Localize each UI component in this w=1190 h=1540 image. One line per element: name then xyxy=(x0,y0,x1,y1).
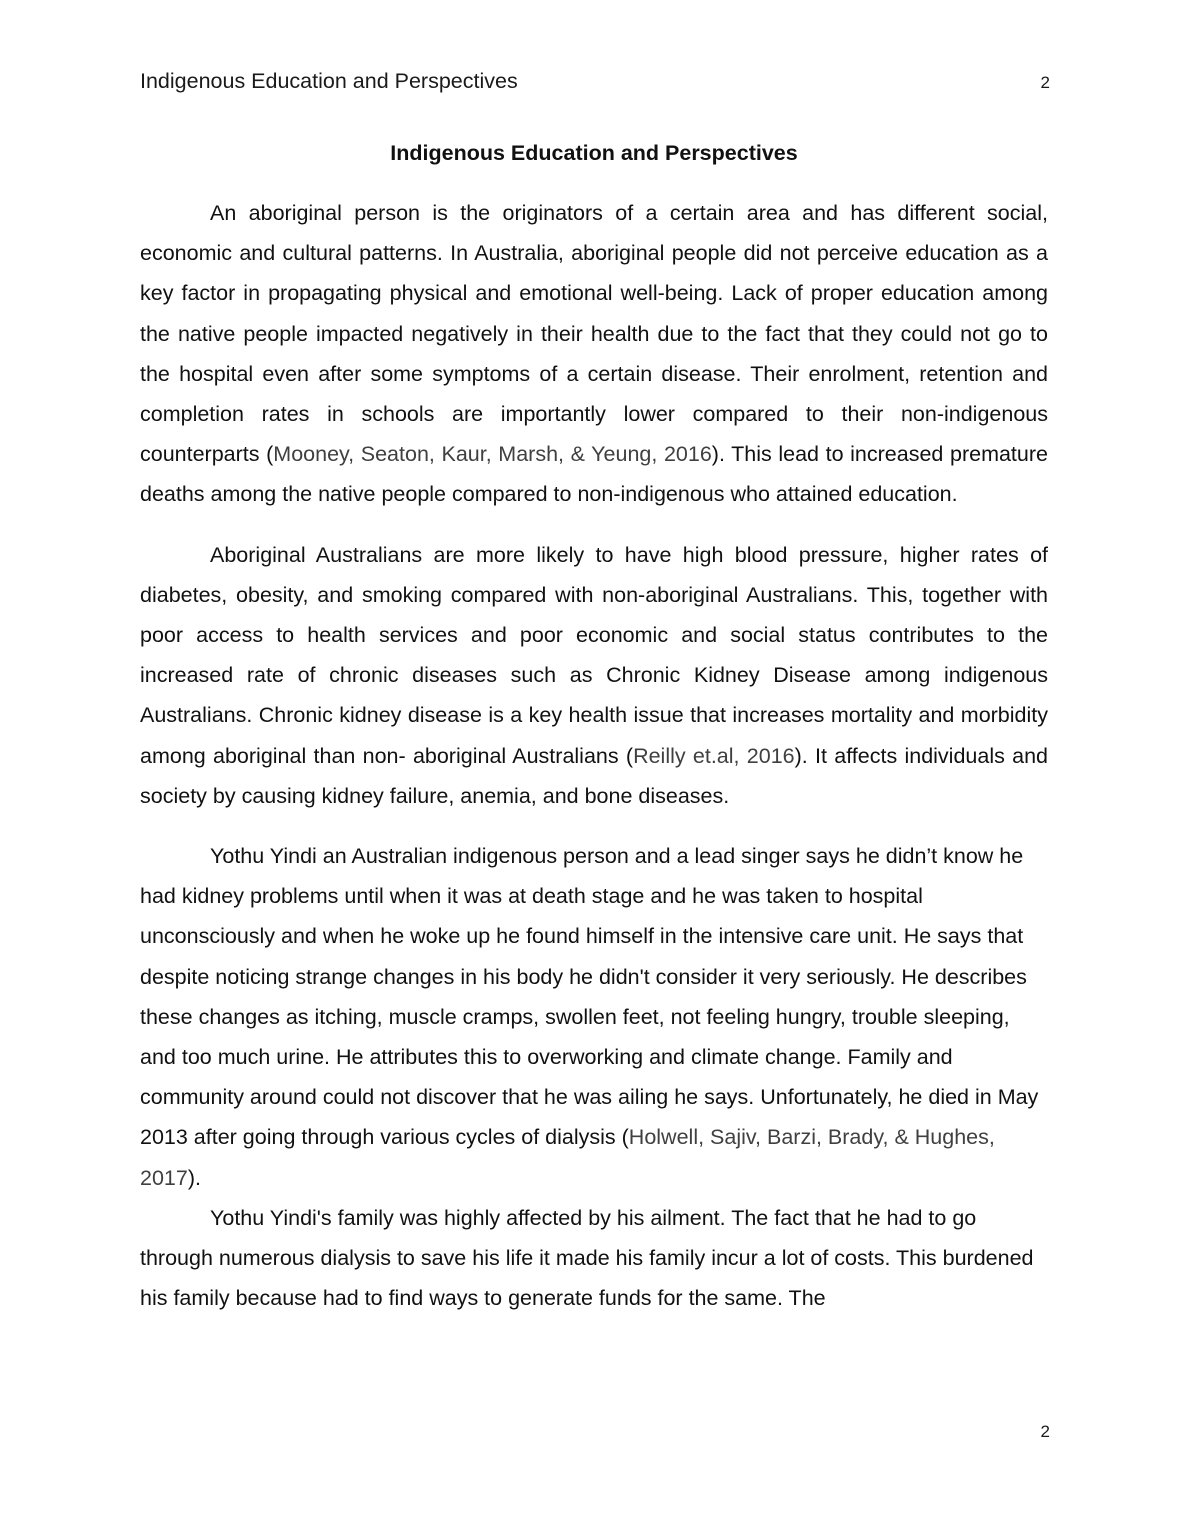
header-page-number: 2 xyxy=(1040,73,1050,92)
paragraph-3 xyxy=(140,836,1048,1198)
running-header-title: Indigenous Education and Perspectives xyxy=(140,69,518,93)
footer-page-number: 2 xyxy=(1040,1422,1050,1441)
paragraph-text: ). This lead to increased premature deaths among the native people compared to non-indigenous who attained education. xyxy=(140,442,1048,507)
paragraph-text: Yothu Yindi an Australian indigenous person and a lead singer says he didn’t know he had kidney problems until when it was at death stage and he was taken to hospital unconsciously and when he woke up he found himself in the intensive care unit. He says that despite noticing strange changes in his body he didn't consider it very seriously. He describes these changes as itching, muscle cramps, swollen feet, not feeling hungry, trouble sleeping, and too much urine. He attributes this to overworking and climate change. Family and community around could not discover that he was ailing he says. Unfortunately, he died in May 2013 after going through various cycles of dialysis ( xyxy=(140,844,1039,1150)
citation: Reilly et.al, 2016 xyxy=(633,743,795,768)
paragraph-2 xyxy=(140,535,1048,816)
citation: Holwell, Sajiv, Barzi, Brady, & Hughes, 2017 xyxy=(140,1125,995,1190)
document-title: Indigenous Education and Perspectives xyxy=(390,141,798,165)
paragraph-1 xyxy=(140,193,1048,515)
paragraph-text: ). It affects individuals and society by causing kidney failure, anemia, and bone diseases. xyxy=(140,743,1049,808)
paragraph-text: ). xyxy=(187,1165,201,1190)
paragraph-4: Yothu Yindi's family was highly affected by his ailment. The fact that he had to go through numerous dialysis to save his life it made his family incur a lot of costs. This burdened his family because had to find ways to generate funds for the same. The xyxy=(140,1205,1034,1311)
citation: Mooney, Seaton, Kaur, Marsh, & Yeung, 2016 xyxy=(273,442,712,467)
paragraph-text: Aboriginal Australians are more likely to have high blood pressure, higher rates of diabetes, obesity, and smoking compared with non-aboriginal Australians. This, together with poor access to health services and poor economic and social status contributes to the increased rate of chronic diseases such as Chronic Kidney Disease among indigenous Australians. Chronic kidney disease is a key health issue that increases mortality and morbidity among aboriginal than non- aboriginal Australians ( xyxy=(140,542,1048,768)
paragraph-text: An aboriginal person is the originators of a certain area and has different social, economic and cultural patterns. In Australia, aboriginal people did not perceive education as a key factor in propagating physical and emotional well-being. Lack of proper education among the native people impacted negatively in their health due to the fact that they could not go to the hospital even after some symptoms of a certain disease. Their enrolment, retention and completion rates in schools are importantly lower compared to their non-indigenous counterparts ( xyxy=(140,201,1048,467)
document-body xyxy=(140,193,1048,1318)
